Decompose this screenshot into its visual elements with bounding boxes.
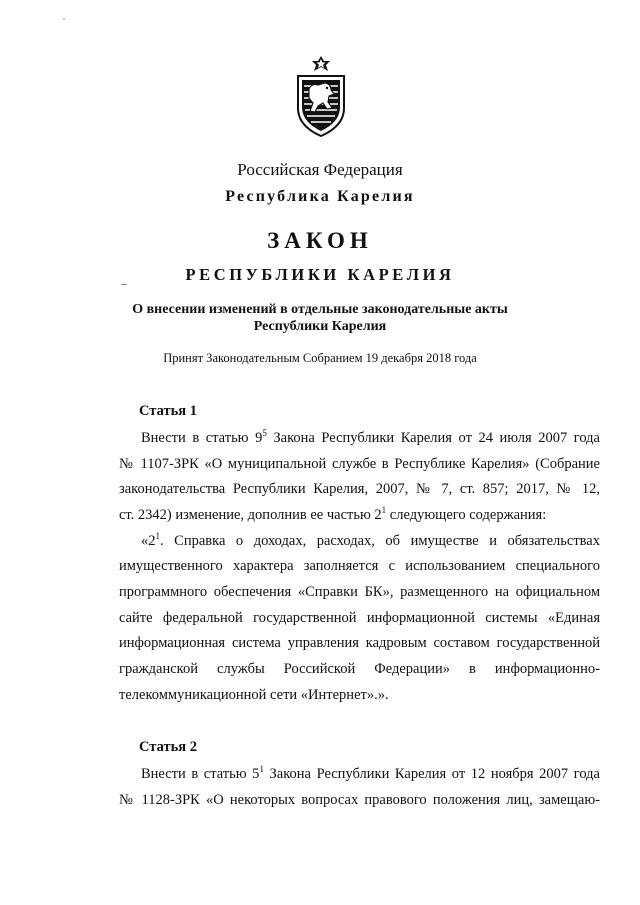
article-2-heading: Статья 2 bbox=[139, 739, 197, 755]
document-type: ЗАКОН bbox=[267, 228, 373, 253]
article-1-heading: Статья 1 bbox=[139, 403, 197, 419]
document-title bbox=[0, 301, 640, 335]
scan-speck bbox=[63, 18, 65, 20]
title-line-2: Республики Карелия bbox=[253, 319, 387, 334]
republic-name: Республика Карелия bbox=[225, 188, 415, 205]
quote-line-1: «$2^1$. Справка о доходах, расходах, об имуществе и обязательствах bbox=[141, 531, 600, 549]
quote-line-6: гражданской службы Российской Федерации» в информационно- bbox=[119, 661, 600, 677]
article-2-line-2: № 1128-ЗРК «О некоторых вопросах правового положения лиц, замещаю- bbox=[119, 792, 600, 808]
quote-line-5: информационная система управления кадровым составом государственной bbox=[119, 635, 600, 651]
federation-name: Российская Федерация bbox=[237, 160, 403, 179]
quote-line-7: телекоммуникационной сети «Интернет».». bbox=[119, 687, 389, 703]
article-1-line-2: № 1107-ЗРК «О муниципальной службе в Республике Карелия» (Собрание bbox=[119, 456, 600, 472]
title-line-1: О внесении изменений в отдельные законодательные акты bbox=[132, 302, 508, 317]
adoption-note: Принят Законодательным Собранием 19 декабря 2018 года bbox=[163, 351, 477, 365]
document-issuer: РЕСПУБЛИКИ КАРЕЛИЯ bbox=[185, 265, 455, 284]
article-1-line-4: ст. 2342) изменение, дополнив ее частью $2^1$ следующего содержания: bbox=[119, 505, 547, 523]
article-2-line-1: Внести в статью $5^1$ Закона Республики Карелия от 12 ноября 2007 года bbox=[141, 764, 600, 782]
scan-mark bbox=[121, 284, 127, 285]
quote-line-2: имущественного характера заполняется с использованием специального bbox=[119, 558, 600, 574]
article-1-line-1: Внести в статью $9^5$ Закона Республики Карелия от 24 июля 2007 года bbox=[141, 428, 600, 446]
article-1-line-3: законодательства Республики Карелия, 2007, № 7, ст. 857; 2017, № 12, bbox=[119, 481, 600, 497]
quote-line-4: сайте федеральной государственной информационной системы «Единая bbox=[119, 610, 600, 626]
quote-line-3: программного обеспечения «Справки БК», размещенного на официальном bbox=[119, 584, 600, 600]
karelia-coat-of-arms-icon bbox=[294, 56, 348, 138]
